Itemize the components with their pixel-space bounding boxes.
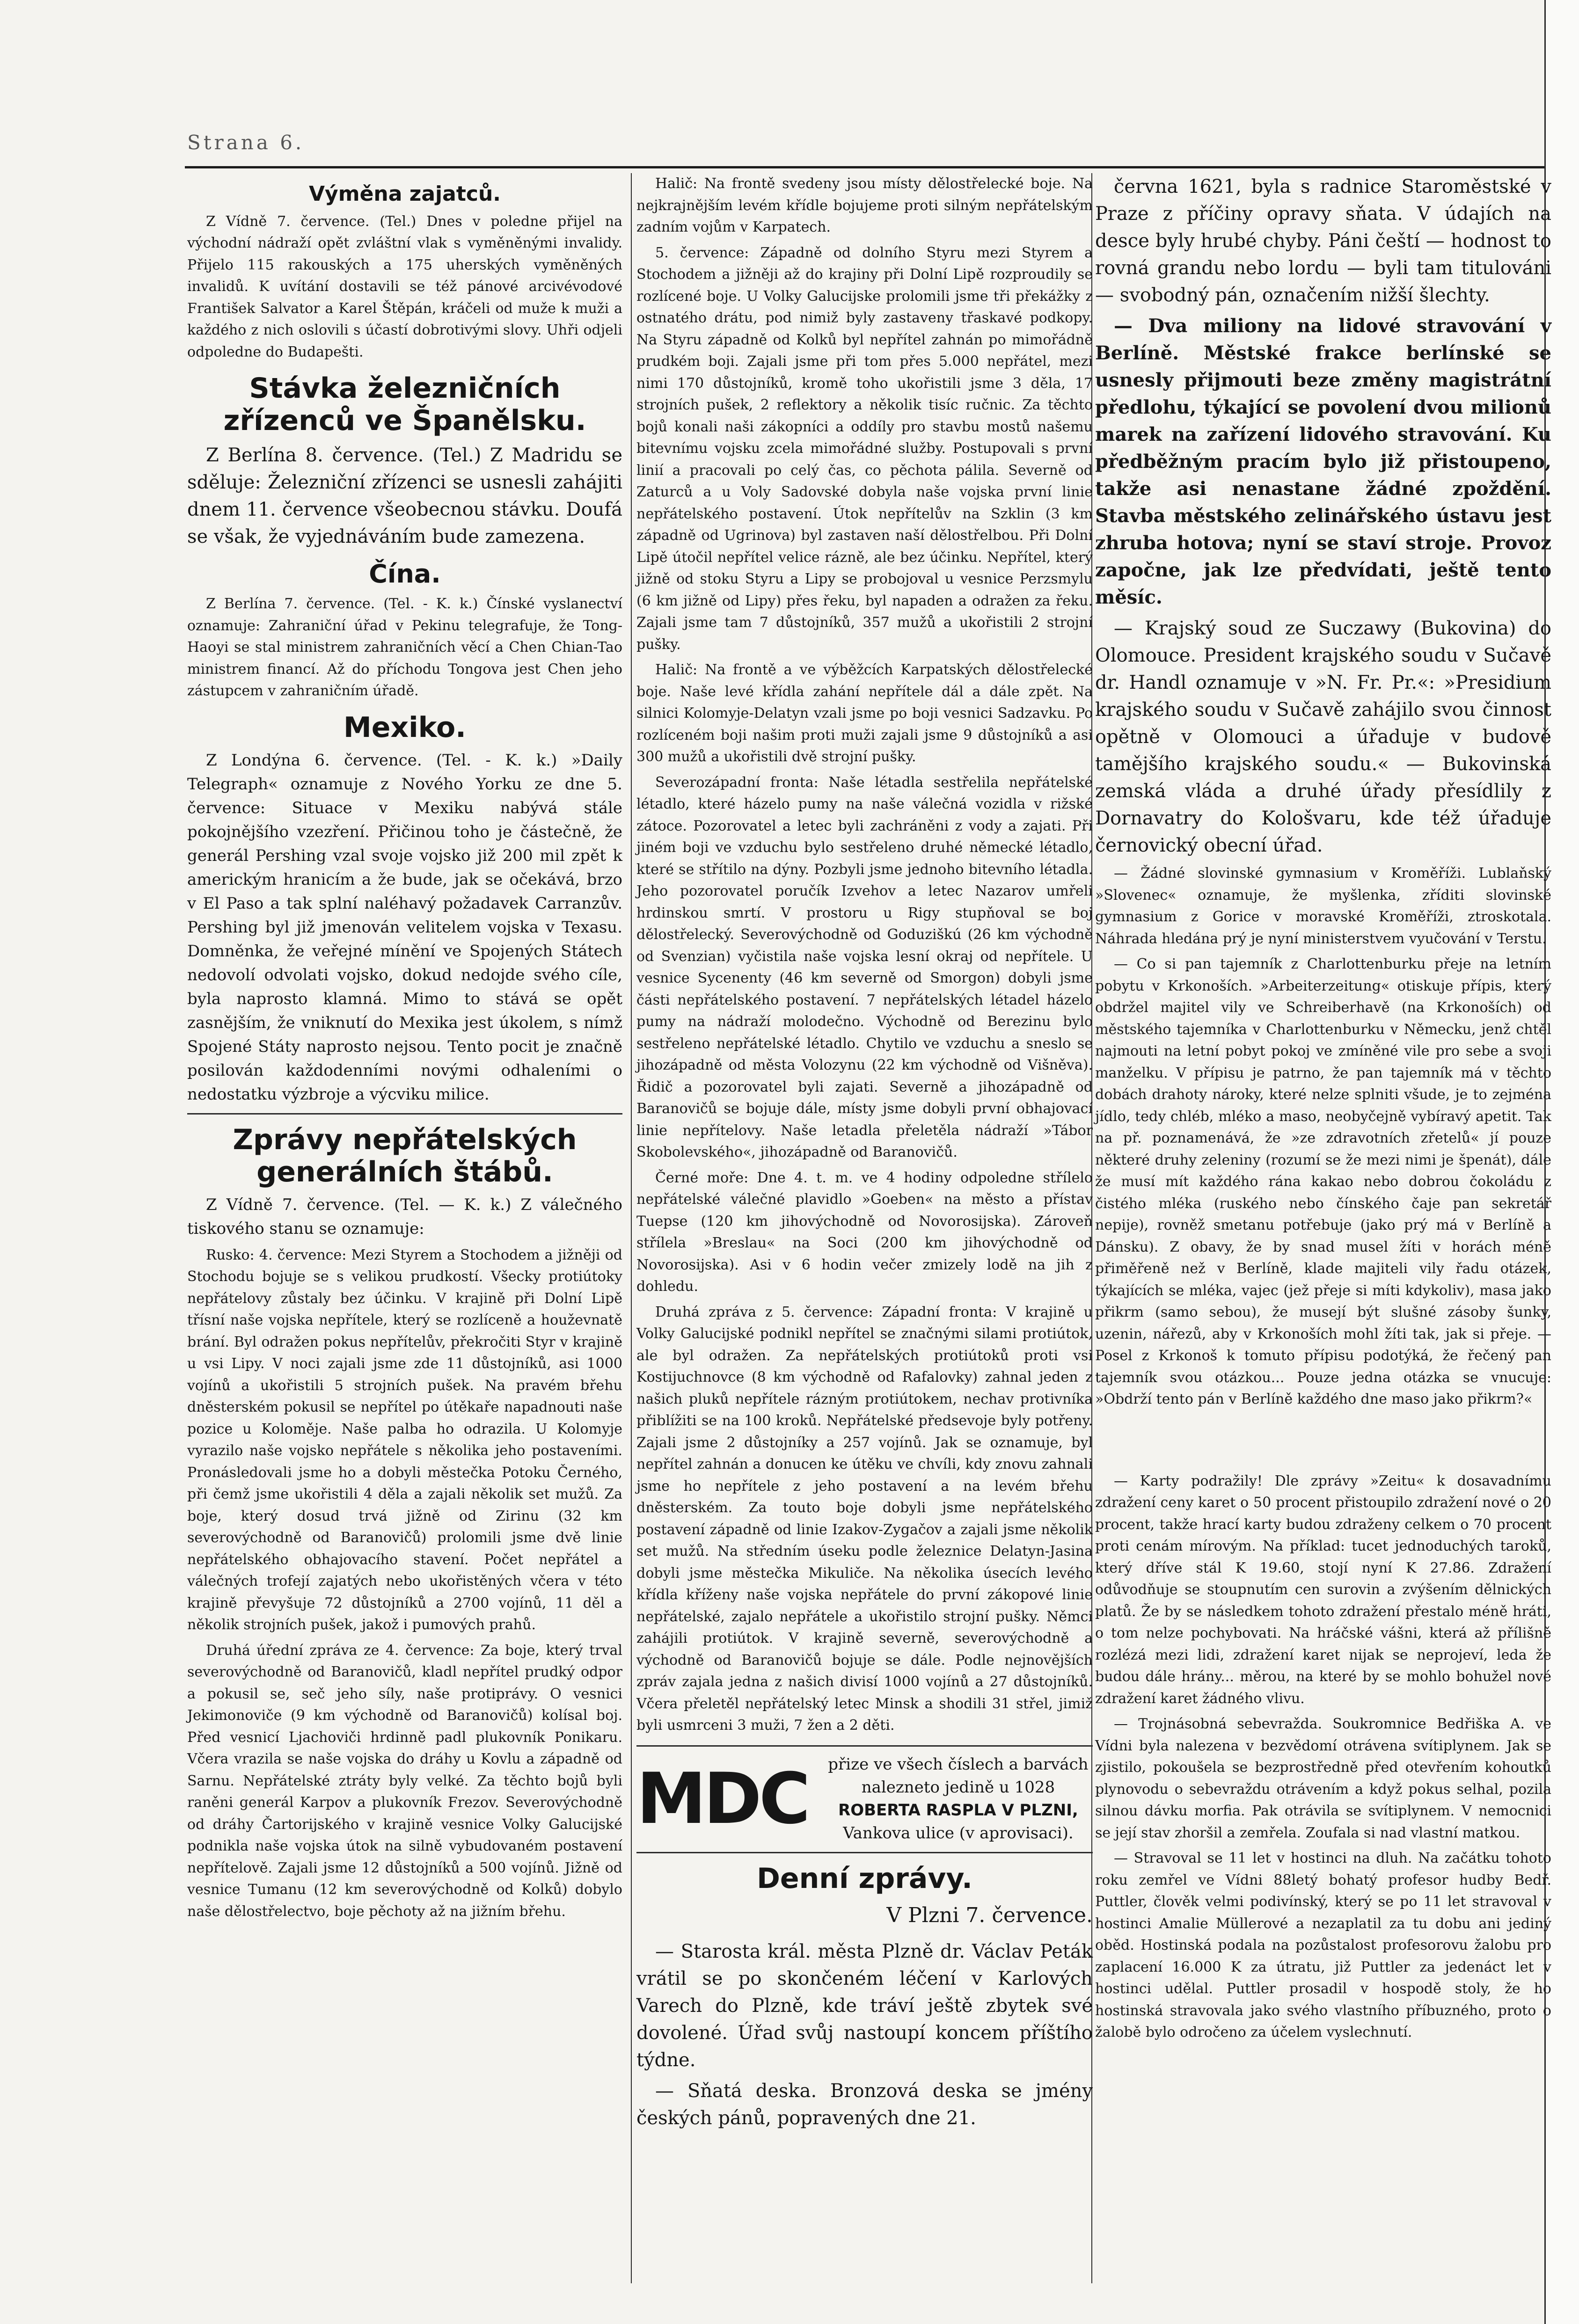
news-item: — Starosta král. města Plzně dr. Václav Peták vrátil se po skončeném léčení v Karlových Varech do Plzně, kde tráví ještě zbytek své dovolené. Úřad svůj nastoupí koncem příštího týdne.: [636, 1940, 1093, 2071]
column-1: [187, 173, 622, 1926]
article-title: Zprávy nepřátelských generálních štábů.: [233, 1123, 577, 1188]
report-paragraph: Černé moře: Dne 4. t. m. ve 4 hodiny odpoledne střílelo nepřátelské válečné plavidlo »Goeben« na město a přístav Tuepse (120 km jihovýchodně od Novorosijska). Zároveň střílela »Breslau« na Soci (200 km jihovýchodně od Novorosijska). Asi v 6 hodin večer zmizely lodě na jih z dohledu.: [636, 1169, 1093, 1295]
ad-line: přize ve všech číslech a barvách: [828, 1755, 1089, 1774]
report-paragraph: Druhá zpráva z 5. července: Západní fronta: V krajině u Volky Galucijské podnikl nepřítel se značnými silami protiútok, ale byl odražen. Za nepřátelských protiútoků proti vsi Kostijuchnovce (8 km východně od Rafalovky) zahnal jeden z našich pluků nepřítele rázným protiútokem, nechav protivníka přiblížiti se na 100 kroků. Nepřátelské předsevoje byly potřeny. Zajali jsme 2 důstojníky a 257 vojínů. Jak se oznamuje, byl nepřítel zahnán a donucen ke útěku ve chvíli, kdy znovu zahnali jsme ho nepřítele z jeho postavení a na levém břehu dněsterském. Za touto boje dobyli jsme nepřátelského postavení západně od linie Izakov-Zygačov a zajali jsme několik set mužů. Na středním úseku podle železnice Delatyn-Jasina dobyli jsme městečka Mikuliče. Na několika úsecích levého křídla kříženy naše vojska nepřátele do první zákopové linie nepřátelské, zajalo nepřátele a ukořistilo strojní pušky. Němci zahájili protiútok. V krajině severně, severovýchodně a východně od Baranovičů bojuje se dále. Podle nejnovějších zpráv zajala jedna z našich divisí 1000 vojínů a 27 důstojníků. Včera přeletěl nepřátelský letec Minsk a shodili 31 střel, jimiž byli usmrceni 3 muži, 7 žen a 2 děti.: [636, 1304, 1093, 1734]
article-title: Výměna zajatců.: [309, 182, 501, 206]
news-item: — Žádné slovinské gymnasium v Kroměříži. Lublaňský »Slovenec« oznamuje, že myšlenka, zříditi slovinské gymnasium z Gorice v moravské Kroměříži, ztroskotala. Náhrada hledána prý je nyní ministerstvem vyučování v Terstu.: [1095, 865, 1551, 947]
report-paragraph: 5. července: Západně od dolního Styru mezi Styrem a Stochodem a jižněji až do krajiny při Dolní Lipě rozproudily se rozlícené boje. U Volky Galucijske prolomili jsme tři překážky z ostnatého drátu, pod nimiž byly zastaveny třaskavé podkopy. Na Styru západně od Kolků byl nepřítel zahnán po mimořádně prudkém boji. Zajali jsme při tom přes 5.000 nepřátel, mezi nimi 170 důstojníků, kromě toho ukořistili jsme 3 děla, 17 strojních pušek, 2 reflektory a několik tisíc ručnic. Za těchto bojů konali naši zákopníci a oddíly pro stavbu mostů našemu bitevnímu vojsku zcela mimořádné služby. Postupovali s první linií a pracovali po celý čas, co pěchota pálila. Severně od Zaturců a u Voly Sadovské dobyla naše vojska první linie nepřátelského postavení. Útok nepřítelův na Szklin (3 km západně od Ugrinova) byl zastaven naší dělostřelbou. Při Dolní Lipě útočil nepřítel velice rázně, ale bez účinku. Nepřítel, který jižně od stoku Styru a Lipy se probojoval u vesnice Perzsmylu (6 km jižně od Lipy) přes řeku, byl napaden a odražen za řeku. Zajali jsme tam 7 důstojníků, 357 mužů a ukořistili 2 strojní pušky.: [636, 244, 1093, 653]
advertisement: [636, 1745, 1093, 1853]
section-divider: [187, 1113, 622, 1115]
news-item: — Sňatá deska. Bronzová deska se jmény českých pánů, popravených dne 21.: [636, 2080, 1093, 2129]
ad-logo: MDC: [636, 1758, 808, 1840]
news-item: — Dva miliony na lidové stravování v Berlíně. Městské frakce berlínské se usnesly přijmouti beze změny magistrátní předlohu, týkající se povolení dvou milionů marek na zařízení lidového stravování. Ku předběžným pracím bylo již přistoupeno, takže asi nenastane žádné zpoždění. Stavba městského zelinářského ústavu jest zhruba hotova; nyní se staví stroje. Provoz započne, jak lze předvídati, ještě tento měsíc.: [1095, 315, 1551, 608]
article-body: Druhá úřední zpráva ze 4. července: Za boje, který trval severovýchodně od Baranovičů, kladl nepřítel prudký odpor a pokusil se, seč jeho síly, naše protiprávy. O vesnici Jekimonoviče (9 km východně od Baranovičů) kolísal boj. Před vesnicí Ljachoviči hrdinně padl plukovník Ponikaru. Včera vrazila se naše vojska do dráhy u Kovlu a západně od Sarnu. Nepřátelské ztráty byly velké. Za těchto bojů byli raněni generál Karpov a plukovník Frezov. Severovýchodně od dráhy Čartorijského v krajině vesnice Volky Galucijské podnikla naše vojska útok na silně vybudovaném postavení nepřítelově. Zajali jsme 12 důstojníků a 500 vojínů. Jižně od vesnice Tumanu (12 km severovýchodně od Kolků) dobylo naše dělostřelectvo, boje pěchoty až na jižním břehu.: [187, 1642, 622, 1920]
article-title: Čína.: [369, 559, 441, 589]
column-2: [636, 173, 1093, 2135]
news-item: — Trojnásobná sebevražda. Soukromnice Bedřiška A. ve Vídni byla nalezena v bezvědomí otrávena svítiplynem. Jak se zjistilo, pokoušela se bezprostředně před otevřením kohoutků plynovodu o sebevraždu otrávením a když pokus selhal, pozila silnou dávku morfia. Pak otrávila se svítiplynem. V nemocnici se její stav zhoršil a zemřela. Zoufala si nad vlastní matkou.: [1095, 1716, 1551, 1841]
article-body: Z Berlína 8. července. (Tel.) Z Madridu se sděluje: Železniční zřízenci se usnesli zahájiti dnem 11. července všeobecnou stávku. Doufá se však, že vyjednáváním bude zamezena.: [187, 444, 622, 548]
news-item: — Krajský soud ze Suczawy (Bukovina) do Olomouce. President krajského soudu v Sučavě dr. Handl oznamuje v »N. Fr. Pr.«: »Presidium krajského soudu v Sučavě zahájilo svou činnost opětně v Olomouci a úřaduje v budově tamějšího krajského soudu.« — Bukovinská zemská vláda a druhé úřady přesídlily z Dornavatry do Kološvaru, kde též úřaduje černovický obecní úřad.: [1095, 618, 1551, 856]
news-item: června 1621, byla s radnice Staroměstské v Praze z příčiny opravy sňata. V údajích na desce byly hrubé chyby. Páni čeští — hodnost to rovná grandu nebo lordu — byli tam titulováni — svobodný pán, označením nižší šlechty.: [1095, 176, 1551, 306]
section-title: Denní zprávy.: [757, 1862, 972, 1895]
blank-space: [1095, 1414, 1551, 1471]
article-body: Rusko: 4. července: Mezi Styrem a Stochodem a jižněji od Stochodu bojuje se s velikou prudkostí. Všecky protiútoky nepřátelovy zůstaly bez účinku. V krajině při Dolní Lipě třísní naše vojska nepřítele, který se rozlíceně a houževnatě brání. Byl odražen pokus nepřítelův, překročiti Styr v krajině u vsi Lipy. V noci zajali jsme zde 11 důstojníků, asi 1000 vojínů a ukořistili 5 strojních pušek. Na pravém břehu dněsterském pokusil se nepřítel po útěkaře napadnouti naše pozice u Koloměje. Naše palba ho odrazila. U Kolomyje vyrazilo naše vojsko nepřátele s několika jeho postaveními. Pronásledovali jsme ho a dobyli městečka Potoku Černého, při čemž jsme ukořistili 4 děla a zajali několik set mužů. Za boje, který dosud trvá jižně od Zirinu (32 km severovýchodně od Baranovičů) prolomili jsme dvě linie nepřátelského obhajovacího stavení. Počet nepřátel a válečných trofejí zajatých nebo ukořistěných včera v této krajině převyšuje 72 důstojníků a 2700 vojínů, 11 děl a několik strojních pušek, jakož i pumových prahů.: [187, 1246, 622, 1633]
article-body: Z Vídně 7. července. (Tel.) Dnes v poledne přijel na východní nádraží opět zvláštní vlak s vyměněnými invalidy. Přijelo 115 rakouských a 175 uherských vyměněných invalidů. K uvítání dostavili se též pánové arcivévodové František Salvator a Karel Štěpán, kráčeli od muže k muži a každého z nich oslovili s účastí dobrotivými slovy. Uhři odjeli odpoledne do Budapešti.: [187, 213, 622, 360]
article-body: Z Londýna 6. července. (Tel. - K. k.) »Daily Telegraph« oznamuje z Nového Yorku ze dne 5. července: Situace v Mexiku nabývá stále pokojnějšího vzezření. Přičinou toho je částečně, že generál Pershing vzal svoje vojsko již 200 mil zpět k americkým hranicím a že bude, jak se očekává, brzo v El Paso a tak splní naléhavý požadavek Carranzův. Pershing byl již jmenován velitelem vojska v Texasu. Domněnka, že veřejné mínění ve Spojených Státech nedovolí odvolati vojsko, dokud nedojde svého cíle, byla naprosto klamná. Mimo to stává se opět zasnějším, že vniknutí do Mexika jest úkolem, s nímž Spojené Státy naprosto nejsou. Tento pocit je značně posilován každodenními novými odhaleními o nedostatku výzbroje a výcviku milice.: [187, 750, 622, 1104]
article-title: Stávka železničních zřízenců ve Španělsku.: [223, 372, 586, 437]
ad-line: ROBERTA RASPLA V PLZNI,: [838, 1801, 1078, 1820]
page-number: Strana 6.: [187, 131, 305, 154]
dateline: V Plzni 7. července.: [886, 1903, 1093, 1927]
report-paragraph: Severozápadní fronta: Naše létadla sestřelila nepřátelské létadlo, které házelo pumy na naše válečná vozidla v rižské zátoce. Pozorovatel a letec byli zachráněni z vody a zajati. Při jiném boji ve vzduchu bylo sestřeleno druhé německé létadlo, které se střítilo na dýny. Pozbyli jsme jednoho bitevního létadla. Jeho pozorovatel poručík Izvehov a letec Nazarov umřeli hrdinskou smrtí. V prostoru u Rigy stupňoval se boj dělostřelecký. Severovýchodně od Goduziškú (26 km východně od Svenzian) vyčistila naše vojska lesní okraj od nepřítele. U vesnice Sycenenty (46 km severně od Smorgon) dobyli jsme části nepřátelského postavení. 7 nepřátelských létadel házelo pumy na nádraží molodečno. Východně od Berezinu bylo sestřeleno nepřátelské létadlo. Chytilo ve vzduchu a sneslo se jihozápadně od města Volozynu (22 km východně od Višněva). Řidič a pozorovatel byli zajati. Severně a jihozápadně od Baranovičů se bojuje dále, místy jsme dobyli první obhajovací linie nepřítelovy. Naše letadla přeletěla nádraží »Tábor Skobolevského«, jihozápadně od Baranovičů.: [636, 774, 1093, 1160]
ad-text: [824, 1753, 1093, 1845]
ad-line: Vankova ulice (v aprovisaci).: [843, 1824, 1074, 1843]
article-intro: Z Vídně 7. července. (Tel. — K. k.) Z válečného tiskového stanu se oznamuje:: [187, 1195, 622, 1238]
news-item: — Stravoval se 11 let v hostinci na dluh. Na začátku tohoto roku zemřel ve Vídni 88letý bohatý profesor hudby Bedř. Puttler, člověk velmi podivínský, který se po 11 let stravoval v hostinci Amalie Müllerové a nezaplatil za tu dobu ani jediný oběd. Hostinská podala na pozůstalost profesorovu žalobu pro zaplacení 16.000 K za útratu, již Puttler za jedenáct let v hostinci udělal. Puttler prosadil v hospodě stoly, že ho hostinská stravovala jako svého vlastního příbuzného, proto o žalobě bylo odročeno za účelem vyslechnutí.: [1095, 1850, 1551, 2040]
header-rule: [185, 166, 1544, 168]
article-body: Z Berlína 7. července. (Tel. - K. k.) Čínské vyslanectví oznamuje: Zahraniční úřad v Pekinu telegrafuje, že Tong-Haoyi se stal ministrem zahraničních věcí a Chen Chian-Tao ministrem financí. Až do příchodu Tongova jest Chen jeho zástupcem v zahraničním úřadě.: [187, 596, 622, 699]
report-paragraph: Halič: Na frontě a ve výběžcích Karpatských dělostřelecké boje. Naše levé křídla zahání nepřítele dál a dále zpět. Na silnici Kolomyje-Delatyn vzali jsme po boji vesnici Sadzavku. Po rozlíceném boji našim proti muži zajali jsme 9 důstojníků a asi 300 mužů a ukořistili dvě strojní pušky.: [636, 662, 1093, 765]
article-title: Mexiko.: [344, 711, 466, 744]
column-3: [1095, 173, 1551, 2047]
column-rule: [631, 173, 632, 2283]
news-item: — Karty podražily! Dle zprávy »Zeitu« k dosavadnímu zdražení ceny karet o 50 procent přistoupilo zdražení nové o 20 procent, takže hrací karty budou zdraženy celkem o 70 procent proti cenám mírovým. Na příklad: tucet jednoduchých taroků, který dříve stál K 19.60, stojí nyní K 27.86. Zdražení odůvodňuje se stoupnutím cen surovin a zvýšením dělnických platů. Že by se následkem tohoto zdražení přestalo méně hráti, o tom nelze pochybovati. Na hráčské vášni, která až přílišně rozlézá mezi lidi, zdražení karet nijak se neprojeví, leda že budou dále hrány... měrou, na které by se mohlo bohužel nové zdražení karet žádného vlivu.: [1095, 1472, 1551, 1707]
ad-line: nalezneto jedině u 1028: [861, 1778, 1055, 1797]
report-paragraph: Halič: Na frontě svedeny jsou místy dělostřelecké boje. Na nejkrajnějším levém křídle bojujeme proti silným nepřátelským zadním vojům v Karpatech.: [636, 175, 1093, 235]
news-item: — Co si pan tajemník z Charlottenburku přeje na letním pobytu v Krkonoších. »Arbeiterzeitung« otiskuje přípis, který obdržel majitel vily ve Schreiberhavě (na Krkonoších) od městského tajemníka v Charlottenburku v Německu, jenž chtěl najmouti na letní pobyt pokoj ve zmíněné vile pro sebe a svoji manželku. V přípisu je patrno, že pan tajemník má v těchto dobách drahoty nároky, které nelze splniti všude, je to zejména jídlo, tedy chléb, mléko a maso, neobyčejně vybíravý apetit. Tak na př. poznamenává, že »ze zdravotních zřetelů« jí pouze některé druhy zeleniny (rozumí se že mezi nimi je špenát), dále že musí mít každého rána kakao nebo dobrou čokoládu z čistého mléka (ruského nebo čínského čaje pan sekretář nepije), rovněž smetanu potřebuje (jako prý má v Berlíně a Dánsku). Z obavy, že by snad musel žíti v horách méně přiměřeně než v Berlíně, klade majiteli vily řadu otázek, týkajících se mléka, vajec (jež přeje si míti kdykoliv), masa jako přikrm (samo sebou), že musejí být slušné zásoby šunky, uzenin, nářezů, aby v Krkonoších mohl žíti tak, jak si přeje. — Posel z Krkonoš k tomuto přípisu podotýká, že řečený pan tajemník svou otázkou... Pouze jedna otázka se vnucuje: »Obdrží tento pán v Berlíně každého dne maso jako přikrm?«: [1095, 956, 1551, 1407]
